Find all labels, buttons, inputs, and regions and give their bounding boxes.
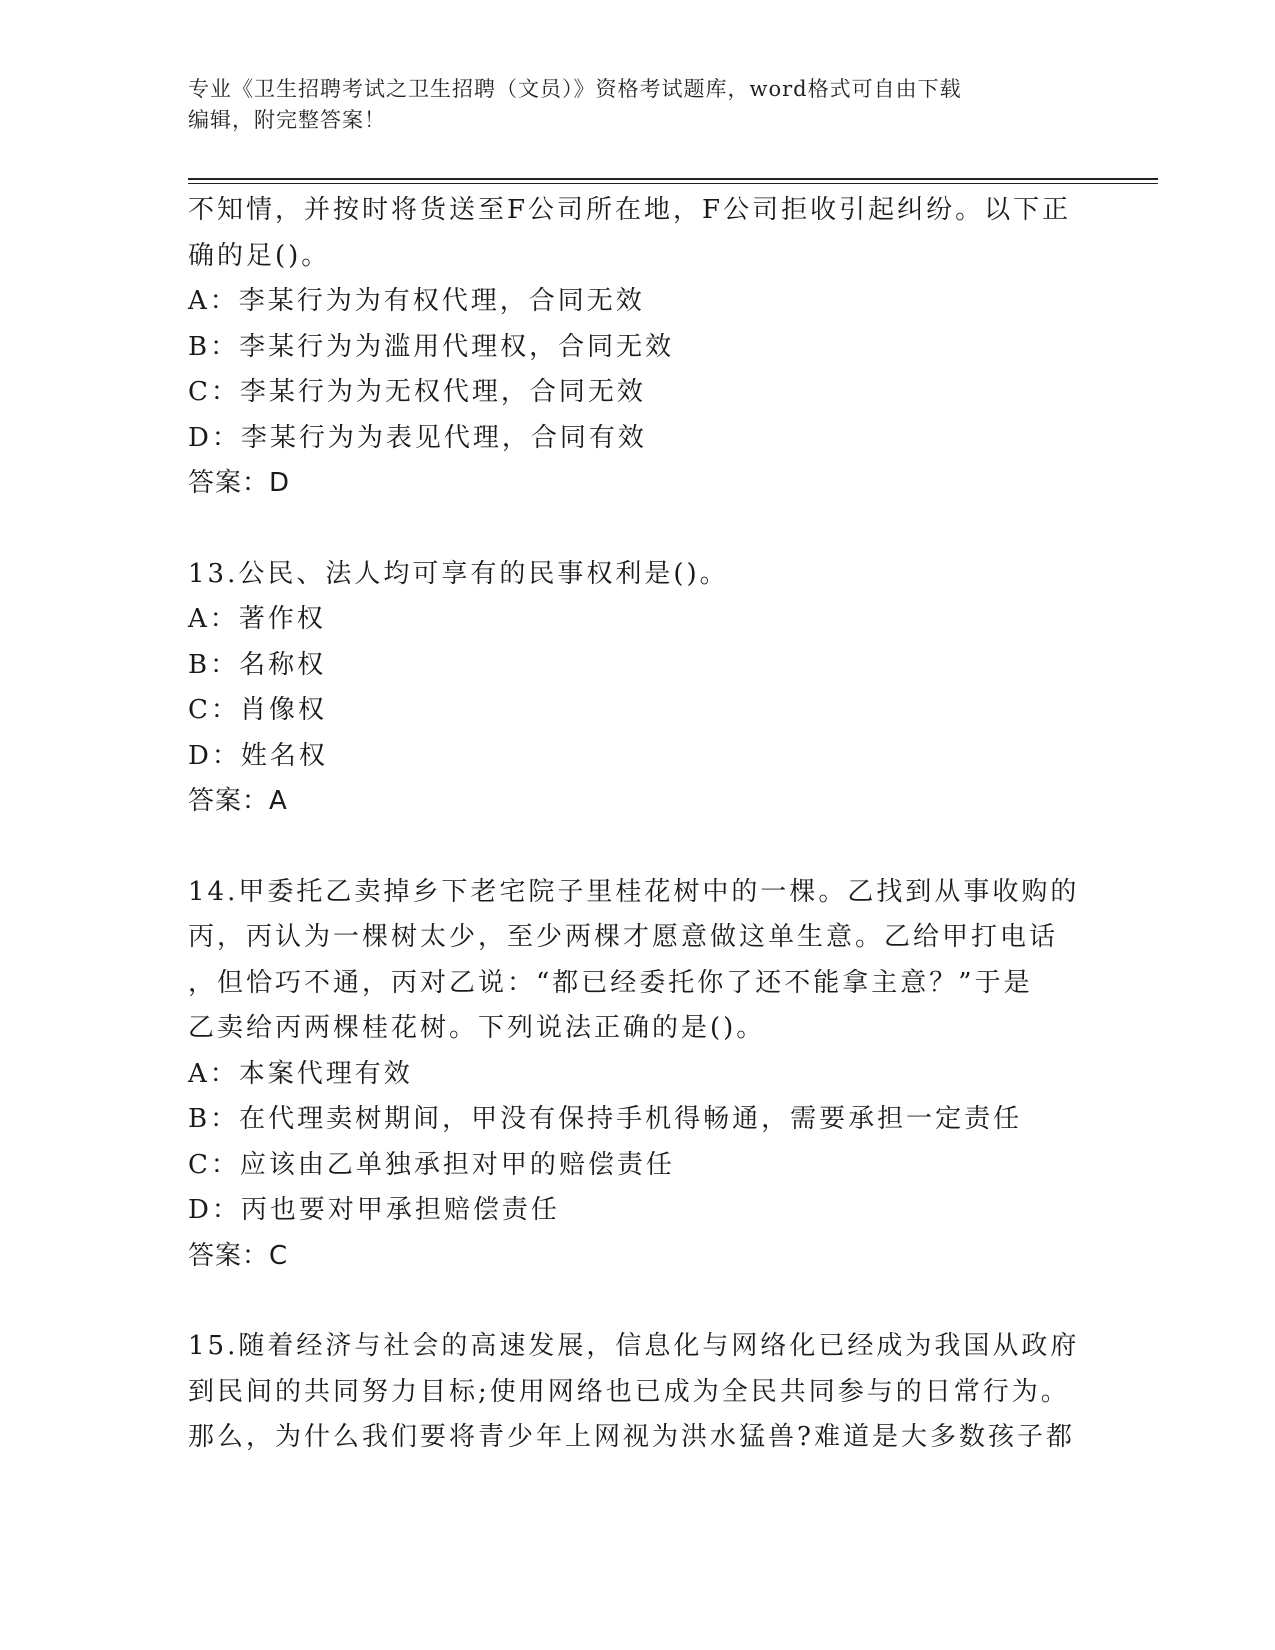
question-block [188,552,1088,825]
header-line-1: 专业《卫生招聘考试之卫生招聘（文员）》资格考试题库，word格式可自由下载 [188,77,962,101]
question-stem-line: 确的足()。 [188,240,331,271]
answer-option: A：著作权 [188,604,326,634]
page-header [188,74,1068,136]
answer-option: B：在代理卖树期间，甲没有保持手机得畅通，需要承担一定责任 [188,1104,1023,1134]
question-stem-line: 那么，为什么我们要将青少年上网视为洪水猛兽?难道是大多数孩子都 [188,1422,1075,1452]
answer-option: D：丙也要对甲承担赔偿责任 [188,1195,560,1225]
answer-option: C：肖像权 [188,695,327,725]
header-divider [188,178,1158,184]
question-stem-line: 14.甲委托乙卖掉乡下老宅院子里桂花树中的一棵。乙找到从事收购的 [188,876,1080,907]
question-block [188,188,1088,507]
answer-option: A：李某行为为有权代理，合同无效 [188,286,645,316]
question-stem-line: 15.随着经济与社会的高速发展，信息化与网络化已经成为我国从政府 [188,1331,1080,1361]
answer-option: A：本案代理有效 [188,1058,413,1089]
answer-option: C：李某行为为无权代理，合同无效 [188,377,646,407]
answer-option: D：李某行为为表见代理，合同有效 [188,422,647,453]
answer-key: 答案：C [188,1240,289,1271]
question-stem-line: 13.公民、法人均可享有的民事权利是()。 [188,558,729,589]
answer-option: D：姓名权 [188,740,328,771]
question-block [188,870,1088,1280]
question-stem-line: 不知情，并按时将货送至F公司所在地，F公司拒收引起纠纷。以下正 [188,195,1072,225]
question-stem-line: ，但恰巧不通，丙对乙说：“都已经委托你了还不能拿主意？”于是 [188,967,1033,998]
answer-option: C：应该由乙单独承担对甲的赔偿责任 [188,1149,675,1180]
question-list [188,188,1088,1461]
header-line-2: 编辑，附完整答案！ [188,108,386,132]
answer-option: B：名称权 [188,649,327,680]
question-stem-line: 到民间的共同努力目标;使用网络也已成为全民共同参与的日常行为。 [188,1376,1070,1407]
question-block [188,1324,1088,1461]
answer-key: 答案：D [188,468,291,498]
answer-key: 答案：A [188,786,288,816]
answer-option: B：李某行为为滥用代理权，合同无效 [188,331,675,362]
question-stem-line: 丙，丙认为一棵树太少，至少两棵才愿意做这单生意。乙给甲打电话 [188,922,1059,952]
question-stem-line: 乙卖给丙两棵桂花树。下列说法正确的是()。 [188,1013,766,1043]
